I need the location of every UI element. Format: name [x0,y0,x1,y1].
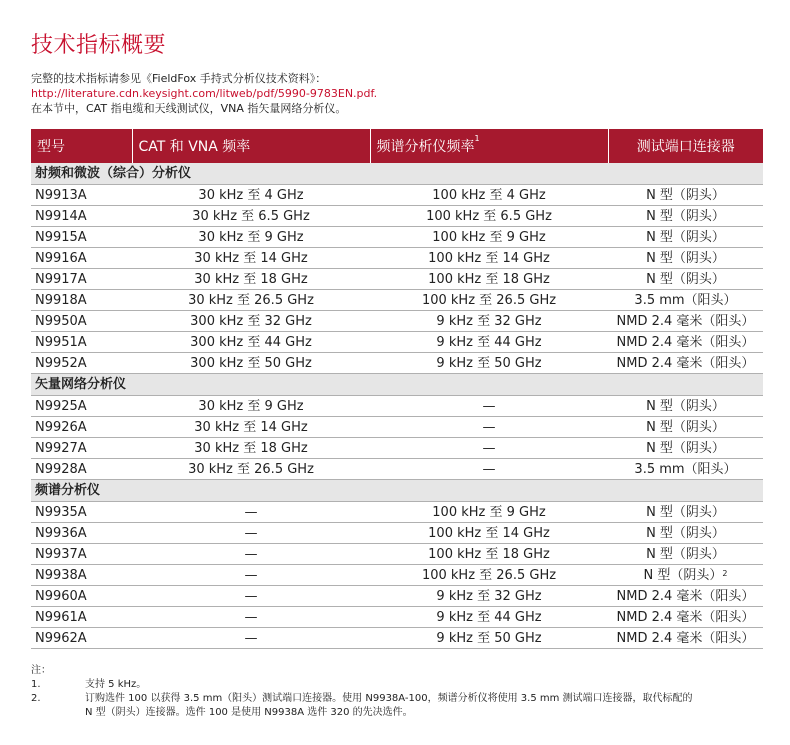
table-row [31,206,763,227]
spectrum-frequency-cell: 9 kHz 至 50 GHz [370,353,608,374]
model-cell: N9917A [31,269,132,290]
cat-vna-frequency-cell: 30 kHz 至 9 GHz [132,396,370,417]
table-row [31,523,763,544]
group-title: 射频和微波（综合）分析仪 [31,163,763,185]
table-row [31,607,763,628]
model-cell: N9916A [31,248,132,269]
spectrum-frequency-cell: 9 kHz 至 32 GHz [370,311,608,332]
model-cell: N9937A [31,544,132,565]
spectrum-frequency-cell: 100 kHz 至 9 GHz [370,227,608,248]
connector-cell: N 型（阴头） [608,396,763,417]
table-row [31,586,763,607]
spectrum-frequency-cell: — [370,396,608,417]
model-cell: N9918A [31,290,132,311]
table-row [31,269,763,290]
spectrum-frequency-cell: 9 kHz 至 44 GHz [370,332,608,353]
spec-table [31,129,763,649]
notes-label: 注： [31,665,51,676]
model-cell: N9960A [31,586,132,607]
table-row [31,438,763,459]
table-row [31,332,763,353]
spectrum-frequency-cell: 100 kHz 至 14 GHz [370,523,608,544]
cat-vna-frequency-cell: 30 kHz 至 6.5 GHz [132,206,370,227]
connector-cell: N 型（阴头） [608,248,763,269]
spectrum-frequency-cell: 100 kHz 至 18 GHz [370,544,608,565]
intro-text [31,71,377,116]
intro-line: 在本节中，CAT 指电缆和天线测试仪，VNA 指矢量网络分析仪。 [31,102,347,115]
spectrum-frequency-cell: 9 kHz 至 44 GHz [370,607,608,628]
table-row [31,459,763,480]
table-row [31,353,763,374]
cat-vna-frequency-cell: 30 kHz 至 9 GHz [132,227,370,248]
group-title: 矢量网络分析仪 [31,374,763,396]
footnote-text: 订购选件 100 以获得 3.5 mm（阳头）测试端口连接器。使用 N9938A-100，频谱分析仪将使用 3.5 mm 测试端口连接器，取代标配的 [85,693,693,704]
header-connector: 测试端口连接器 [608,129,763,163]
spectrum-frequency-cell: 9 kHz 至 50 GHz [370,628,608,649]
page-title: 技术指标概要 [31,33,167,58]
model-cell: N9926A [31,417,132,438]
spectrum-frequency-cell: — [370,438,608,459]
model-cell: N9925A [31,396,132,417]
model-cell: N9951A [31,332,132,353]
group-title: 频谱分析仪 [31,480,763,502]
connector-cell: 3.5 mm（阳头） [608,290,763,311]
footnote-text: 支持 5 kHz。 [85,679,147,690]
footnote-text-continued: N 型（阴头）连接器。选件 100 是使用 N9938A 选件 320 的先决选件。 [85,707,413,718]
cat-vna-frequency-cell: 30 kHz 至 18 GHz [132,438,370,459]
connector-cell: N 型（阴头） [608,544,763,565]
model-cell: N9914A [31,206,132,227]
table-row [31,311,763,332]
table-row [31,544,763,565]
footnote-2 [31,692,771,706]
group-row [31,480,763,502]
cat-vna-frequency-cell: — [132,607,370,628]
table-row [31,185,763,206]
connector-cell: NMD 2.4 毫米（阳头） [608,353,763,374]
cat-vna-frequency-cell: — [132,544,370,565]
connector-cell: N 型（阴头） [608,438,763,459]
connector-cell: N 型（阴头）$^2$ [608,565,763,586]
cat-vna-frequency-cell: 300 kHz 至 44 GHz [132,332,370,353]
connector-cell: NMD 2.4 毫米（阳头） [608,586,763,607]
header-spectrum: 频谱分析仪频率$^1$ [370,129,608,163]
spectrum-frequency-cell: 100 kHz 至 4 GHz [370,185,608,206]
spectrum-frequency-cell: 9 kHz 至 32 GHz [370,586,608,607]
spectrum-frequency-cell: — [370,459,608,480]
model-cell: N9952A [31,353,132,374]
footnote-1 [31,678,771,692]
table-header-row [31,129,763,163]
footnote-number: 2. [31,693,41,704]
group-row [31,163,763,185]
table-row [31,248,763,269]
cat-vna-frequency-cell: 30 kHz 至 14 GHz [132,417,370,438]
intro-line: 完整的技术指标请参见《FieldFox 手持式分析仪技术资料》： [31,72,327,85]
spectrum-frequency-cell: — [370,417,608,438]
model-cell: N9928A [31,459,132,480]
datasheet-link[interactable]: http://literature.cdn.keysight.com/litweb/pdf/5990-9783EN.pdf. [31,87,378,100]
cat-vna-frequency-cell: — [132,586,370,607]
table-row [31,502,763,523]
model-cell: N9913A [31,185,132,206]
connector-cell: 3.5 mm（阳头） [608,459,763,480]
footnote-number: 1. [31,679,41,690]
spectrum-frequency-cell: 100 kHz 至 9 GHz [370,502,608,523]
connector-cell: NMD 2.4 毫米（阳头） [608,607,763,628]
table-row [31,417,763,438]
connector-cell: NMD 2.4 毫米（阳头） [608,332,763,353]
spectrum-frequency-cell: 100 kHz 至 14 GHz [370,248,608,269]
header-model: 型号 [31,129,132,163]
cat-vna-frequency-cell: — [132,565,370,586]
spectrum-frequency-cell: 100 kHz 至 26.5 GHz [370,565,608,586]
table-row [31,628,763,649]
spectrum-frequency-cell: 100 kHz 至 6.5 GHz [370,206,608,227]
cat-vna-frequency-cell: — [132,502,370,523]
model-cell: N9962A [31,628,132,649]
model-cell: N9950A [31,311,132,332]
connector-cell: N 型（阴头） [608,269,763,290]
model-cell: N9935A [31,502,132,523]
table-row [31,565,763,586]
cat-vna-frequency-cell: 30 kHz 至 18 GHz [132,269,370,290]
connector-cell: N 型（阴头） [608,523,763,544]
footnote-ref: 2 [722,568,728,578]
group-row [31,374,763,396]
connector-cell: N 型（阴头） [608,502,763,523]
connector-cell: NMD 2.4 毫米（阳头） [608,311,763,332]
cat-vna-frequency-cell: 300 kHz 至 32 GHz [132,311,370,332]
model-cell: N9936A [31,523,132,544]
model-cell: N9927A [31,438,132,459]
header-cat-vna: CAT 和 VNA 频率 [132,129,370,163]
cat-vna-frequency-cell: 300 kHz 至 50 GHz [132,353,370,374]
model-cell: N9915A [31,227,132,248]
connector-cell: N 型（阴头） [608,227,763,248]
cat-vna-frequency-cell: 30 kHz 至 26.5 GHz [132,290,370,311]
cat-vna-frequency-cell: — [132,523,370,544]
connector-cell: N 型（阴头） [608,417,763,438]
connector-cell: N 型（阴头） [608,206,763,227]
cat-vna-frequency-cell: 30 kHz 至 14 GHz [132,248,370,269]
table-row [31,290,763,311]
cat-vna-frequency-cell: 30 kHz 至 4 GHz [132,185,370,206]
spectrum-frequency-cell: 100 kHz 至 26.5 GHz [370,290,608,311]
table-row [31,227,763,248]
cat-vna-frequency-cell: 30 kHz 至 26.5 GHz [132,459,370,480]
footnotes [31,664,771,720]
connector-cell: NMD 2.4 毫米（阳头） [608,628,763,649]
spectrum-frequency-cell: 100 kHz 至 18 GHz [370,269,608,290]
model-cell: N9961A [31,607,132,628]
table-row [31,396,763,417]
model-cell: N9938A [31,565,132,586]
connector-cell: N 型（阴头） [608,185,763,206]
footnote-ref: 1 [474,134,480,143]
cat-vna-frequency-cell: — [132,628,370,649]
